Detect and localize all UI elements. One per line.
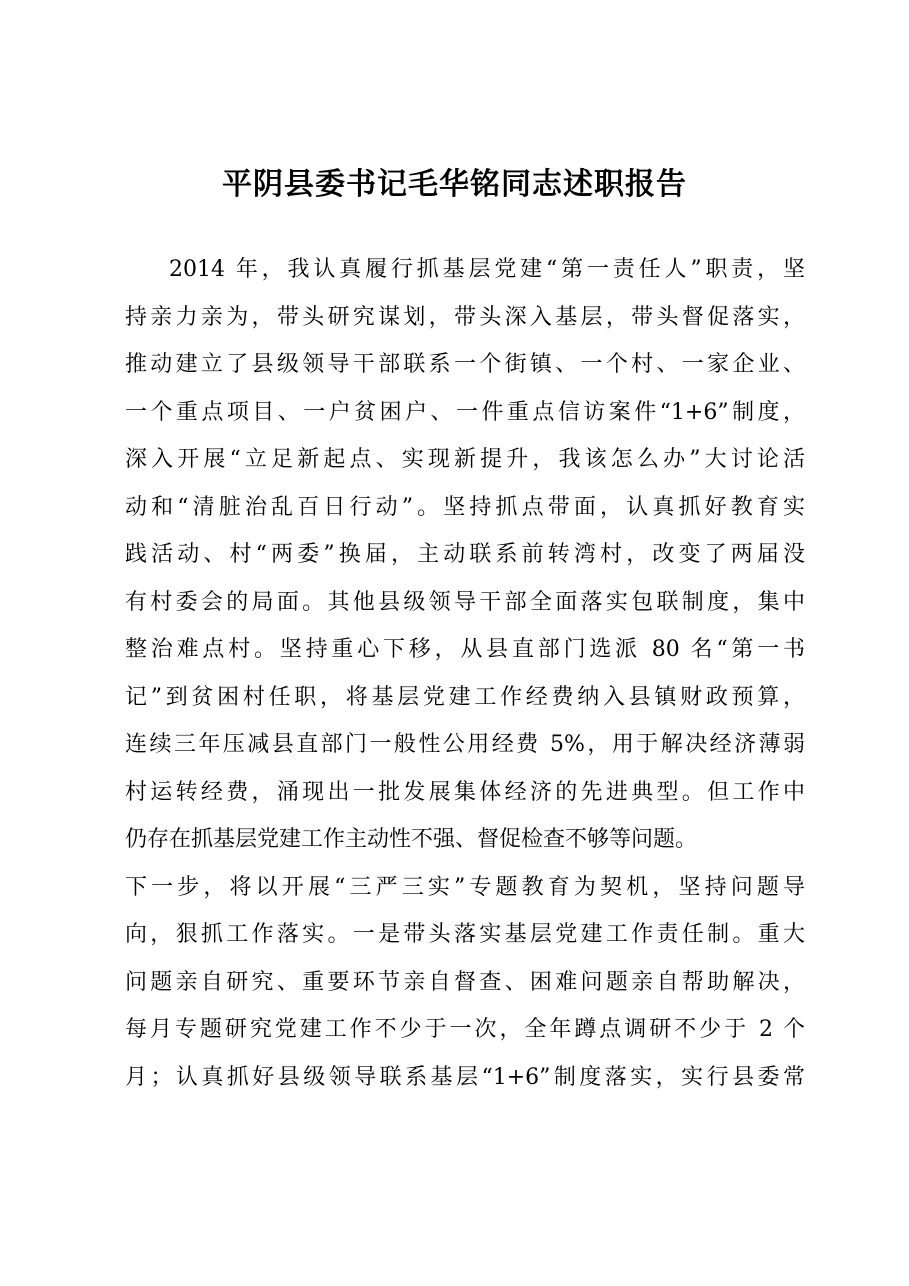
text-line: 月；认真抓好县级领导联系基层“1+6”制度落实，实行县委常 — [125, 1064, 805, 1090]
text-line: 每月专题研究党建工作不少于一次，全年蹲点调研不少于 2 个 — [125, 1017, 805, 1042]
text-line: 动和“清脏治乱百日行动”。坚持抓点带面，认真抓好教育实 — [125, 494, 805, 520]
text-line: 连续三年压减县直部门一般性公用经费 5%，用于解决经济薄弱 — [125, 732, 805, 757]
text-line: 有村委会的局面。其他县级领导干部全面落实包联制度，集中 — [125, 589, 805, 615]
text-line: 2014 年，我认真履行抓基层党建“第一责任人”职责，坚 — [169, 257, 805, 282]
text-line: 问题亲自研究、重要环节亲自督查、困难问题亲自帮助解决， — [125, 969, 805, 995]
text-line: 村运转经费，涌现出一批发展集体经济的先进典型。但工作中 — [125, 779, 805, 805]
text-line: 仍存在抓基层党建工作主动性不强、督促检查不够等问题。 — [125, 827, 698, 852]
text-line: 践活动、村“两委”换届，主动联系前转湾村，改变了两届没 — [125, 542, 805, 567]
text-line: 推动建立了县级领导干部联系一个街镇、一个村、一家企业、 — [125, 352, 805, 377]
document-title: 平阴县委书记毛华铭同志述职报告 — [222, 167, 687, 202]
text-line: 记”到贫困村任职，将基层党建工作经费纳入县镇财政预算， — [125, 684, 805, 710]
text-line: 向，狠抓工作落实。一是带头落实基层党建工作责任制。重大 — [125, 922, 805, 947]
text-line: 一个重点项目、一户贫困户、一件重点信访案件“1+6”制度， — [125, 399, 805, 425]
text-line: 整治难点村。坚持重心下移，从县直部门选派 80 名“第一书 — [125, 637, 805, 662]
text-line: 深入开展“立足新起点、实现新提升，我该怎么办”大讨论活 — [125, 447, 805, 472]
text-line: 持亲力亲为，带头研究谋划，带头深入基层，带头督促落实， — [125, 304, 805, 330]
document-body — [125, 246, 805, 1101]
text-line: 下一步，将以开展“三严三实”专题教育为契机，坚持问题导 — [125, 874, 805, 900]
